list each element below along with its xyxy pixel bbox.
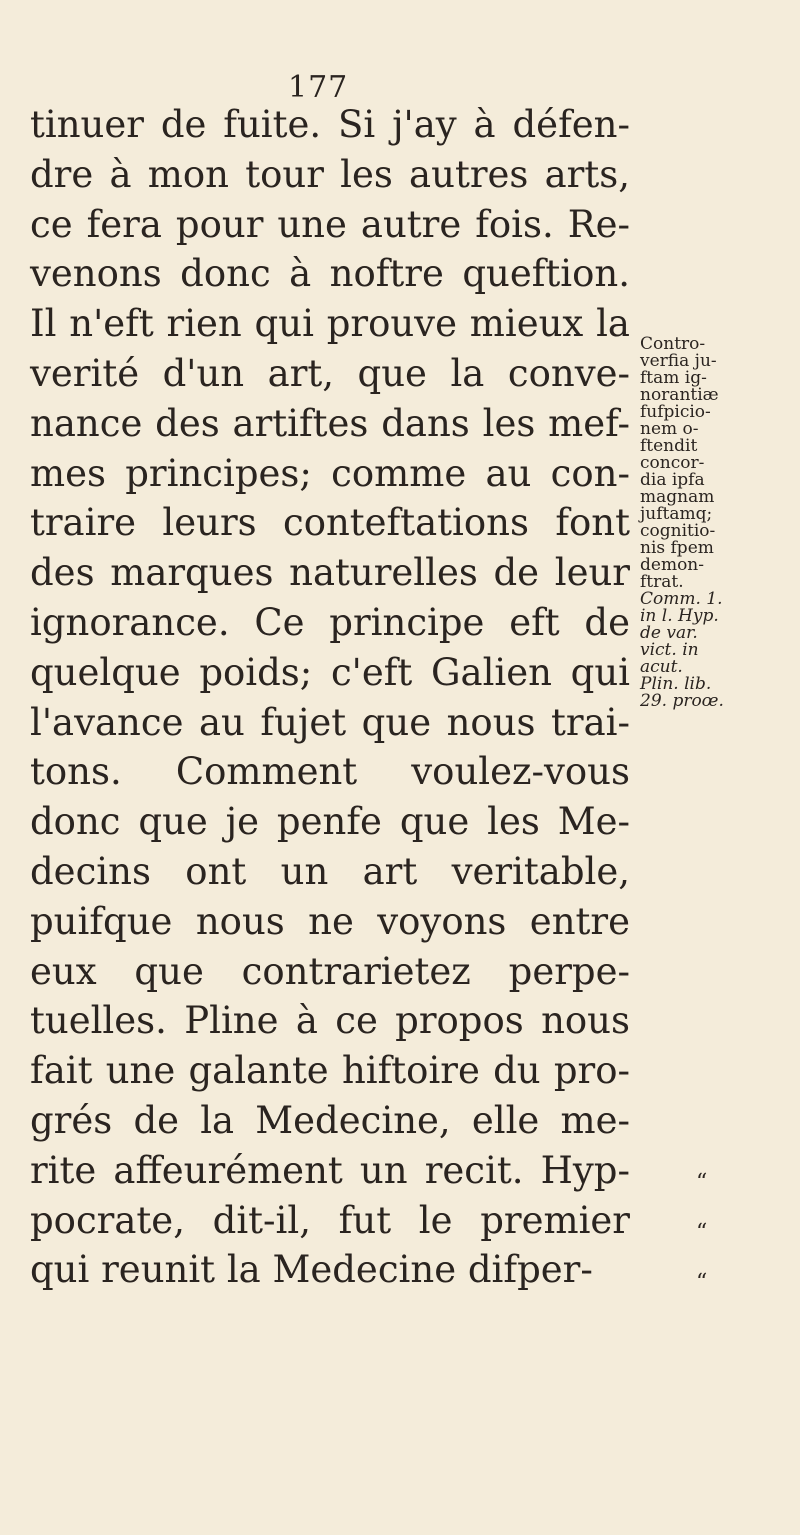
margin-note-line: dia ipfa [640, 470, 705, 490]
margin-note-line: acut. [640, 657, 683, 677]
margin-note-line: concor- [640, 453, 705, 473]
text-line: eux que contrarietez perpe- [30, 949, 630, 993]
margin-note-line: 29. proœ. [640, 691, 724, 711]
text-line: tons. Comment voulez-vous [30, 750, 630, 794]
quote-mark: “ [696, 1270, 708, 1295]
text-line: l'avance au fujet que nous trai- [30, 700, 630, 744]
quote-mark: “ [696, 1170, 708, 1195]
margin-note-line: juftamq; [640, 504, 713, 524]
text-line: decins ont un art veritable, [30, 849, 630, 893]
margin-note-line: Comm. 1. [640, 589, 723, 609]
margin-note-line: vict. in [640, 640, 699, 660]
margin-note-line: ftam ig- [640, 368, 707, 388]
text-line: rite affeurément un recit. Hyp- [30, 1148, 630, 1192]
text-line: pocrate, dit-il, fut le premier [30, 1198, 630, 1242]
text-line: nance des artiftes dans les mef- [30, 401, 630, 445]
text-line: fait une galante hiftoire du pro- [30, 1049, 630, 1093]
quote-mark: “ [696, 1220, 708, 1245]
margin-note-line: Plin. lib. [640, 674, 712, 694]
quote-marks [696, 1158, 707, 1308]
text-line: grés de la Medecine, elle me- [30, 1098, 630, 1142]
margin-note-line: fufpicio- [640, 402, 711, 422]
text-line: ignorance. Ce principe eft de [30, 600, 630, 644]
margin-note-line: de var. [640, 623, 698, 643]
margin-note-line: verfia ju- [640, 351, 717, 371]
margin-note-line: Contro- [640, 334, 706, 354]
margin-note-line: nis fpem [640, 538, 714, 558]
text-line: dre à mon tour les autres arts, [30, 152, 630, 196]
margin-notes [640, 336, 800, 710]
text-line: quelque poids; c'eft Galien qui [30, 650, 630, 694]
text-line: traire leurs conteftations font [30, 501, 630, 545]
text-line: venons donc à noftre queftion. [30, 252, 630, 296]
body-text [30, 100, 630, 1295]
text-line: tuelles. Pline à ce propos nous [30, 999, 630, 1043]
text-line: ce fera pour une autre fois. Re- [30, 202, 630, 246]
text-line: puifque nous ne voyons entre [30, 899, 630, 943]
margin-note-line: norantiæ [640, 385, 719, 405]
page-number: 177 [288, 70, 349, 105]
text-line: mes principes; comme au con- [30, 451, 630, 495]
text-line: donc que je penfe que les Me- [30, 800, 630, 844]
margin-note-line: ftrat. [640, 572, 684, 592]
text-line: qui reunit la Medecine difper- [30, 1248, 593, 1292]
margin-note-line: cognitio- [640, 521, 716, 541]
margin-note-line: nem o- [640, 419, 699, 439]
margin-note-line: demon- [640, 555, 704, 575]
text-line: des marques naturelles de leur [30, 551, 630, 595]
margin-note-line: in l. Hyp. [640, 606, 719, 626]
text-line: Il n'eft rien qui prouve mieux la [30, 302, 630, 346]
text-line: tinuer de fuite. Si j'ay à défen- [30, 103, 630, 146]
margin-note-line: magnam [640, 487, 715, 507]
margin-note-line: ftendit [640, 436, 698, 456]
text-line: verité d'un art, que la conve- [30, 351, 630, 395]
